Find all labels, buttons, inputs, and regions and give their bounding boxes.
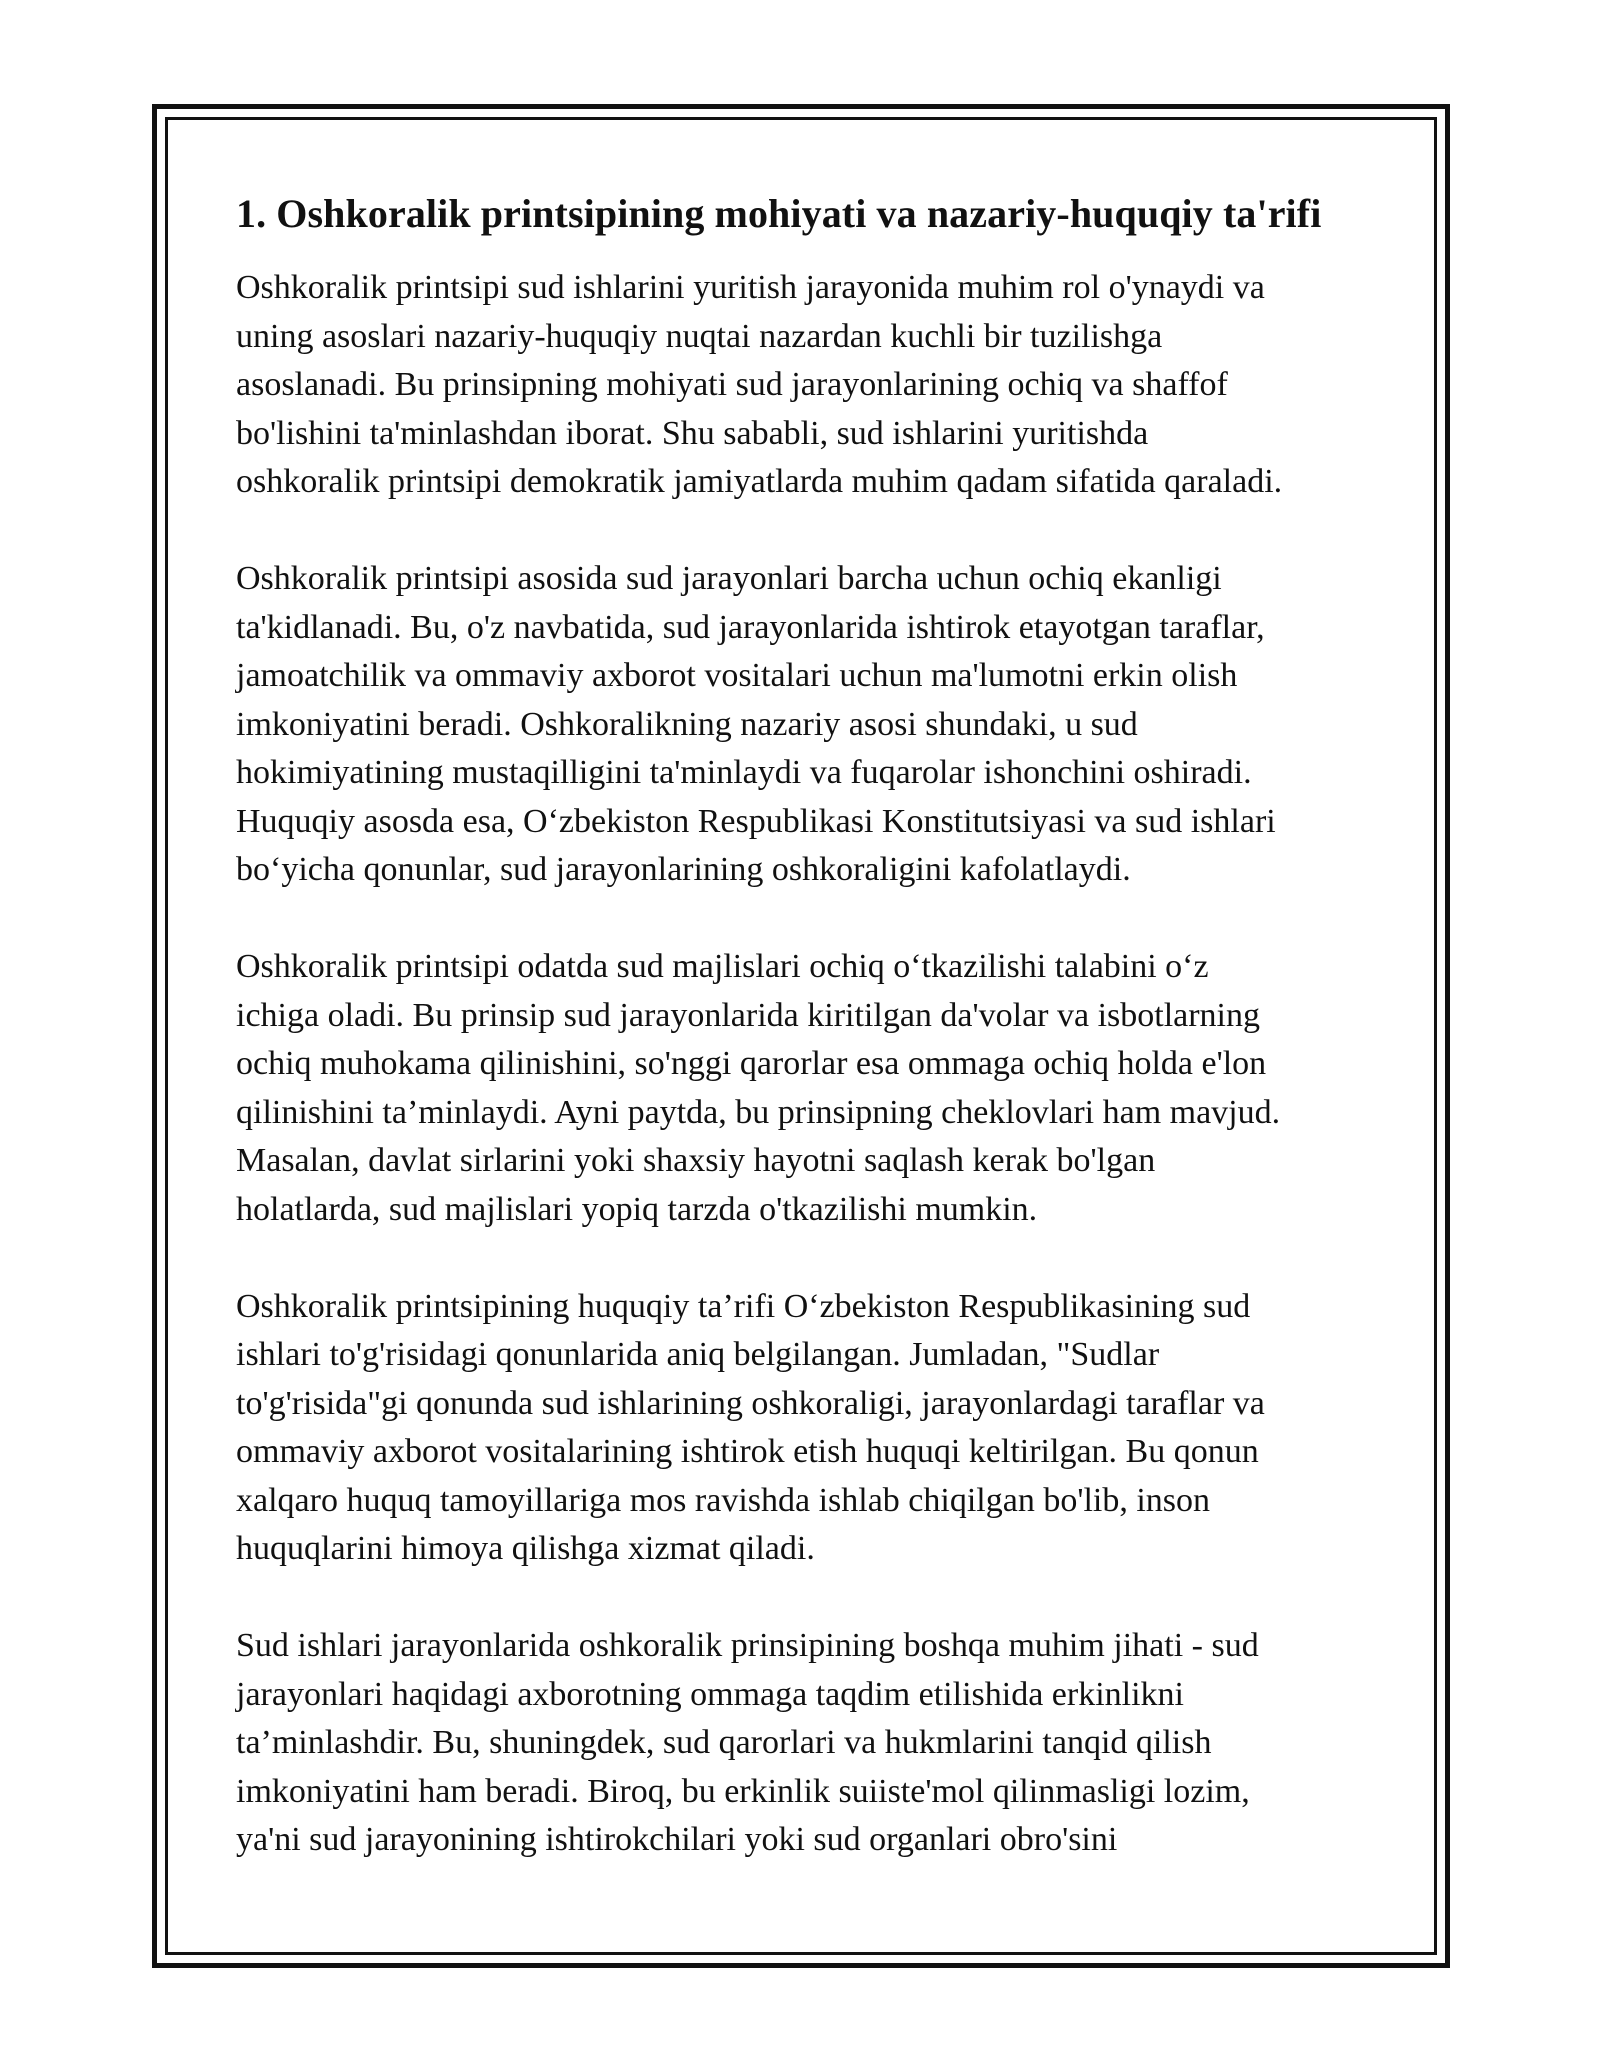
document-body [236,186,1376,1913]
text-line: asoslanadi. Bu prinsipning mohiyati sud jarayonlarining ochiq va shaffof [236,366,1228,403]
text-line: Masalan, davlat sirlarini yoki shaxsiy hayotni saqlash kerak bo'lgan [236,1142,1156,1179]
text-line: hokimiyatining mustaqilligini ta'minlaydi va fuqarolar ishonchini oshiradi. [236,754,1252,791]
text-line: jamoatchilik va ommaviy axborot vositalari uchun ma'lumotni erkin olish [236,657,1238,694]
text-line: ya'ni sud jarayonining ishtirokchilari yoki sud organlari obro'sini [236,1821,1118,1858]
text-line: holatlarda, sud majlislari yopiq tarzda o'tkazilishi mumkin. [236,1190,1038,1228]
text-line: Sud ishlari jarayonlarida oshkoralik prinsipining boshqa muhim jihati - sud [236,1627,1259,1664]
text-line: jarayonlari haqidagi axborotning ommaga taqdim etilishida erkinlikni [236,1675,1184,1713]
text-line: ochiq muhokama qilinishini, so'nggi qarorlar esa ommaga ochiq holda e'lon [236,1045,1267,1082]
text-line: Oshkoralik printsipi sud ishlarini yuritish jarayonida muhim rol o'ynaydi va [236,269,1265,306]
paragraph-4 [236,1283,1376,1574]
text-line: bo'lishini ta'minlashdan iborat. Shu sababli, sud ishlarini yuritishda [236,414,1149,452]
text-line: to'g'risida"gi qonunda sud ishlarining oshkoraligi, jarayonlardagi taraflar va [236,1384,1265,1422]
text-line: Huquqiy asosda esa, O‘zbekiston Respublikasi Konstitutsiyasi va sud ishlari [236,802,1276,840]
text-line: uning asoslari nazariy-huquqiy nuqtai nazardan kuchli bir tuzilishga [236,317,1163,355]
text-line: huquqlarini himoya qilishga xizmat qiladi. [236,1530,815,1567]
text-line: ichiga oladi. Bu prinsip sud jarayonlarida kiritilgan da'volar va isbotlarning [236,996,1261,1034]
text-line: Oshkoralik printsipi asosida sud jarayonlari barcha uchun ochiq ekanligi [236,560,1222,597]
text-line: ishlari to'g'risidagi qonunlarida aniq belgilangan. Jumladan, "Sudlar [236,1336,1160,1373]
text-line: imkoniyatini ham beradi. Biroq, bu erkinlik suiiste'mol qilinmasligi lozim, [236,1772,1250,1810]
section-heading: 1. Oshkoralik printsipining mohiyati va nazariy-huquqiy ta'rifi [236,191,1322,236]
text-line: Oshkoralik printsipi odatda sud majlislari ochiq o‘tkazilishi talabini o‘z [236,948,1209,985]
text-line: qilinishini ta’minlaydi. Ayni paytda, bu prinsipning cheklovlari ham mavjud. [236,1093,1281,1131]
text-line: ta'kidlanadi. Bu, o'z navbatida, sud jarayonlarida ishtirok etayotgan taraflar, [236,608,1265,646]
text-line: ommaviy axborot vositalarining ishtirok etish huquqi keltirilgan. Bu qonun [236,1433,1259,1470]
text-line: imkoniyatini beradi. Oshkoralikning nazariy asosi shundaki, u sud [236,705,1138,743]
text-line: bo‘yicha qonunlar, sud jarayonlarining oshkoraligini kafolatlaydi. [236,851,1131,888]
paragraph-2 [236,555,1376,895]
text-line: oshkoralik printsipi demokratik jamiyatlarda muhim qadam sifatida qaraladi. [236,463,1283,500]
text-line: xalqaro huquq tamoyillariga mos ravishda ishlab chiqilgan bo'lib, inson [236,1481,1211,1519]
text-line: ta’minlashdir. Bu, shuningdek, sud qarorlari va hukmlarini tanqid qilish [236,1724,1212,1761]
paragraph-3 [236,943,1376,1234]
paragraph-5 [236,1622,1376,1865]
paragraph-1 [236,264,1376,507]
text-line: Oshkoralik printsipining huquqiy ta’rifi O‘zbekiston Respublikasining sud [236,1287,1251,1325]
